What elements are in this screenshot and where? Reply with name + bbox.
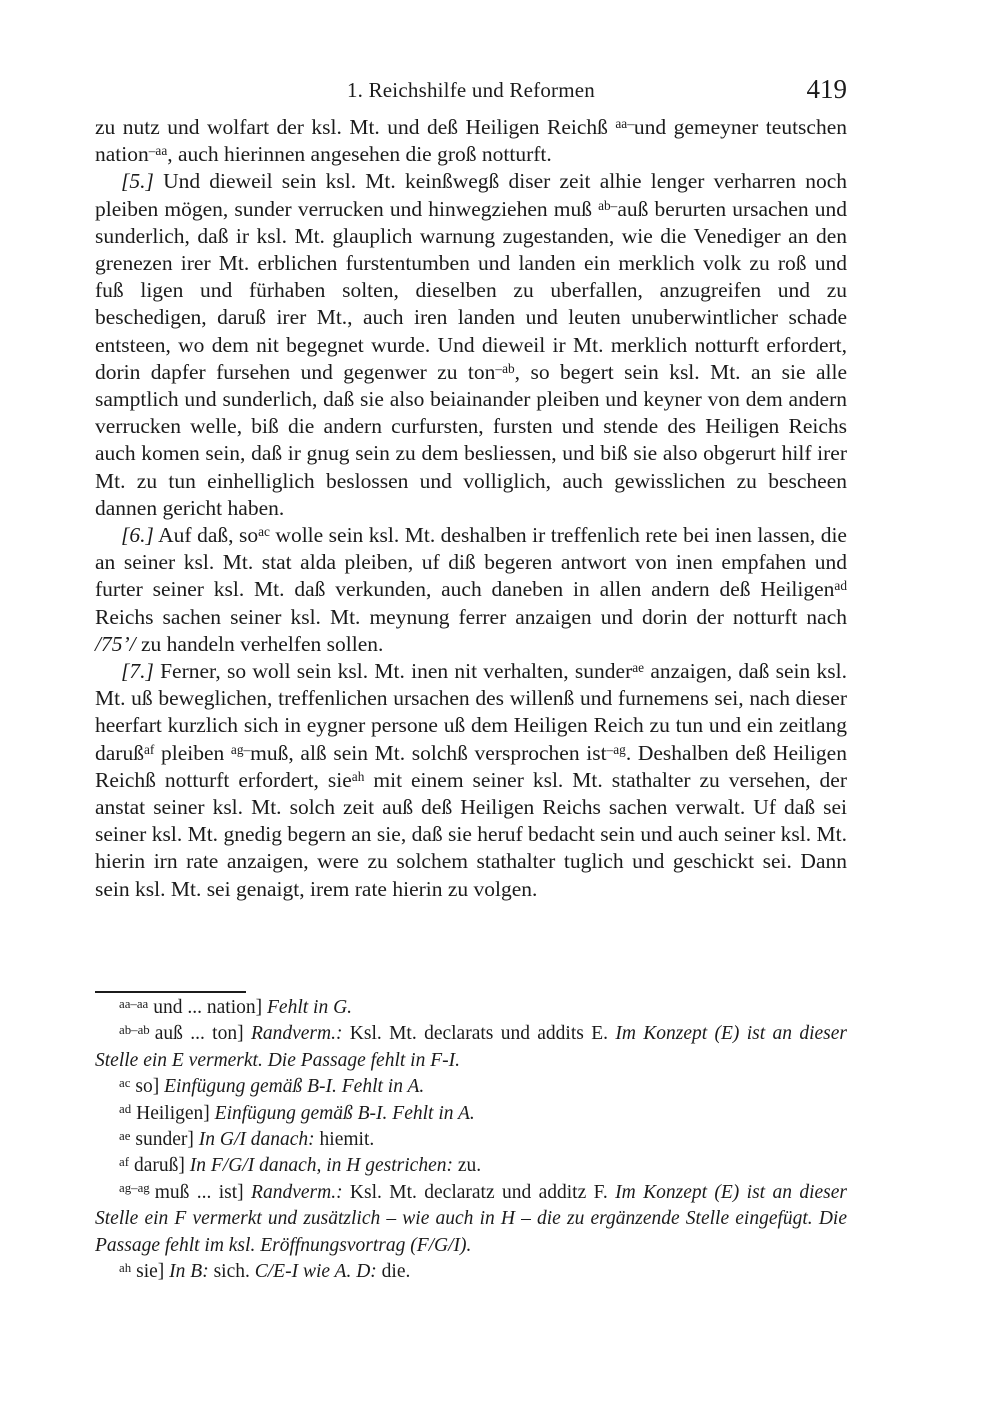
- footnote-marker: ab–ab: [119, 1023, 150, 1038]
- footnote: [95, 1101, 847, 1127]
- text-run: Randverm.:: [251, 1181, 343, 1203]
- paragraph: [95, 658, 847, 903]
- text-run: In B:: [169, 1261, 209, 1283]
- text-run: Heiligen]: [136, 1102, 215, 1124]
- text-run: Auf daß, so: [153, 523, 259, 548]
- text-run: In G/I danach:: [198, 1129, 315, 1151]
- footnote-marker: ac: [119, 1075, 131, 1090]
- footnote: [95, 1153, 847, 1179]
- body-text: [95, 114, 847, 903]
- footnote: [95, 995, 847, 1021]
- text-run: muß ... ist]: [154, 1181, 252, 1203]
- text-run: zu nutz und wolfart der ksl. Mt. und deß Heiligen Reichß: [95, 115, 616, 139]
- text-run: zu handeln verhelfen sollen.: [135, 631, 384, 656]
- footnote: [95, 1180, 847, 1259]
- text-run: pleiben: [154, 740, 231, 765]
- running-title: 1. Reichshilfe und Reformen: [346, 78, 595, 102]
- footnote-marker: ah: [119, 1260, 132, 1275]
- footnote: [95, 1021, 847, 1074]
- text-run: so]: [135, 1076, 165, 1098]
- text-run: Im Konzept (E) ist an dieser Stelle ein E vermerkt. Die Passage fehlt in F-I.: [95, 1023, 847, 1071]
- text-run: sunder]: [135, 1129, 199, 1151]
- footnote-marker: ad: [119, 1102, 132, 1117]
- text-run: und ... nation]: [153, 997, 267, 1018]
- note-reference: –aa: [148, 143, 168, 159]
- text-run: [6.]: [121, 523, 154, 548]
- note-reference: af: [143, 741, 155, 757]
- text-run: /75’/: [95, 631, 136, 656]
- text-run: wolle sein ksl. Mt. deshalben ir treffenlich rete bei inen lassen, die an seiner ksl. Mt. stat alda pleiben, uf diß begeren antwort von inen empfahen und furter seiner ksl. Mt. daß verkunden, auch daneben in allen andern deß Heiligen: [95, 523, 847, 602]
- note-reference: –ag: [606, 741, 626, 757]
- text-run: Ferner, so woll sein ksl. Mt. inen nit verhalten, sunder: [153, 659, 633, 684]
- text-run: Einfügung gemäß B-I. Fehlt in A.: [214, 1102, 475, 1124]
- note-reference: ad: [834, 578, 847, 594]
- text-run: sie]: [136, 1261, 170, 1283]
- text-run: auß ... ton]: [154, 1023, 251, 1045]
- text-run: In F/G/I danach, in H gestrichen:: [189, 1155, 453, 1177]
- note-reference: ag–: [230, 741, 251, 757]
- text-run: . Deshalben deß Heiligen Reichß notturft erfordert, sie: [95, 740, 847, 792]
- text-run: [5.]: [121, 169, 154, 194]
- text-run: mit einem seiner ksl. Mt. stathalter zu versehen, der anstat seiner ksl. Mt. solch zeit auß deß Heiligen Reichs sachen verwalt. Uf daß sei seiner ksl. Mt. gnedig begern an sie, daß sie heruf bedacht sein und auch seiner ksl. Mt. hierin irn rate anzaigen, were zu solchem stathalter tuglich und geschickt sei. Dann sein ksl. Mt. sei genaigt, irem rate hierin zu volgen.: [95, 767, 847, 901]
- note-reference: aa–: [615, 116, 634, 132]
- text-run: anzaigen, daß sein ksl. Mt. uß beweglichen, treffenlichen ursachen des willenß und furnemens sei, nach dieser heerfart kurzlich sich in eygner persone uß dem Heiligen Reich zu tun und ein zeitlang daruß: [95, 659, 847, 765]
- text-run: C/E-I wie A. D:: [254, 1261, 377, 1283]
- text-run: muß, alß sein Mt. solchß versprochen ist: [250, 740, 607, 765]
- text-run: hiemit.: [314, 1129, 375, 1151]
- text-run: zu.: [452, 1155, 482, 1177]
- footnote-marker: ae: [119, 1128, 131, 1143]
- text-run: Randverm.:: [250, 1023, 343, 1045]
- text-run: Ksl. Mt. declarats und addits E.: [342, 1023, 616, 1045]
- note-reference: –ab: [495, 360, 515, 376]
- note-reference: ab–: [598, 197, 618, 213]
- text-run: sich.: [208, 1261, 255, 1283]
- note-reference: ac: [258, 524, 270, 540]
- text-run: daruß]: [134, 1155, 190, 1177]
- note-reference: ah: [351, 768, 365, 784]
- text-run: Und dieweil sein ksl. Mt. keinßwegß diser zeit alhie lenger verharren noch pleiben mögen, sunder verrucken und hinwegziehen muß: [95, 169, 847, 221]
- text-run: , auch hierinnen angesehen die groß notturft.: [167, 142, 552, 167]
- paragraph: [95, 114, 847, 168]
- text-run: und gemeyner teutschen nation: [95, 115, 847, 167]
- footnote: [95, 1074, 847, 1100]
- text-run: Im Konzept (E) ist an dieser Stelle ein F vermerkt und zusätzlich – wie auch in H – die zu ergänzende Stelle eingefügt. Die Passage fehlt im ksl. Eröffnungsvortrag (F/G/I).: [95, 1181, 847, 1256]
- text-run: Einfügung gemäß B-I. Fehlt in A.: [164, 1076, 425, 1098]
- page-number: 419: [806, 74, 847, 104]
- text-run: , so begert sein ksl. Mt. an sie alle samptlich und sunderlich, daß sie also beiainander pleiben und keyner von dem andern verrucken welle, biß die andern curfursten, fursten und stende des Heiligen Reichs auch komen sein, daß ir gnug sein zu dem besliessen, und biß sie also obgerurt hilf irer Mt. zu tun einhelliglich beslossen und volliglich, auch gewisslichen zu bescheen dannen gericht haben.: [95, 359, 848, 520]
- paragraph: [95, 522, 847, 658]
- footnote-marker: aa–aa: [119, 996, 149, 1011]
- text-run: auß berurten ursachen und sunderlich, daß ir ksl. Mt. glauplich warnung zugestanden, wie die Venediger an den grenezen irer Mt. erblichen furstentumben und landen ein merklich volk zu roß und fuß ligen und fürhaben solten, dieselben zu uberfallen, anzugreifen und zu beschedigen, daruß irer Mt., auch iren landen und leuten unuberwintlicher schade entsteen, wo dem nit begegnet wurde. Und dieweil ir Mt. merklich notturft erfordert, dorin dapfer fursehen und gegenwer zu ton: [95, 196, 848, 384]
- footnotes: [95, 995, 847, 1285]
- text-run: Ksl. Mt. declaratz und additz F.: [342, 1181, 616, 1203]
- note-reference: ae: [632, 660, 645, 676]
- text-run: Fehlt in G.: [267, 997, 353, 1018]
- footnote-separator-rule: [95, 991, 246, 993]
- running-header: [95, 74, 847, 104]
- text-run: [7.]: [121, 659, 154, 684]
- footnote: [95, 1127, 847, 1153]
- footnote-marker: ag–ag: [119, 1181, 150, 1196]
- paragraph: [95, 168, 847, 522]
- text-run: Reichs sachen seiner ksl. Mt. meynung ferrer anzaigen und dorin der notturft nach: [95, 604, 847, 629]
- text-run: die.: [376, 1261, 411, 1283]
- footnote: [95, 1259, 847, 1285]
- footnote-marker: af: [119, 1155, 129, 1170]
